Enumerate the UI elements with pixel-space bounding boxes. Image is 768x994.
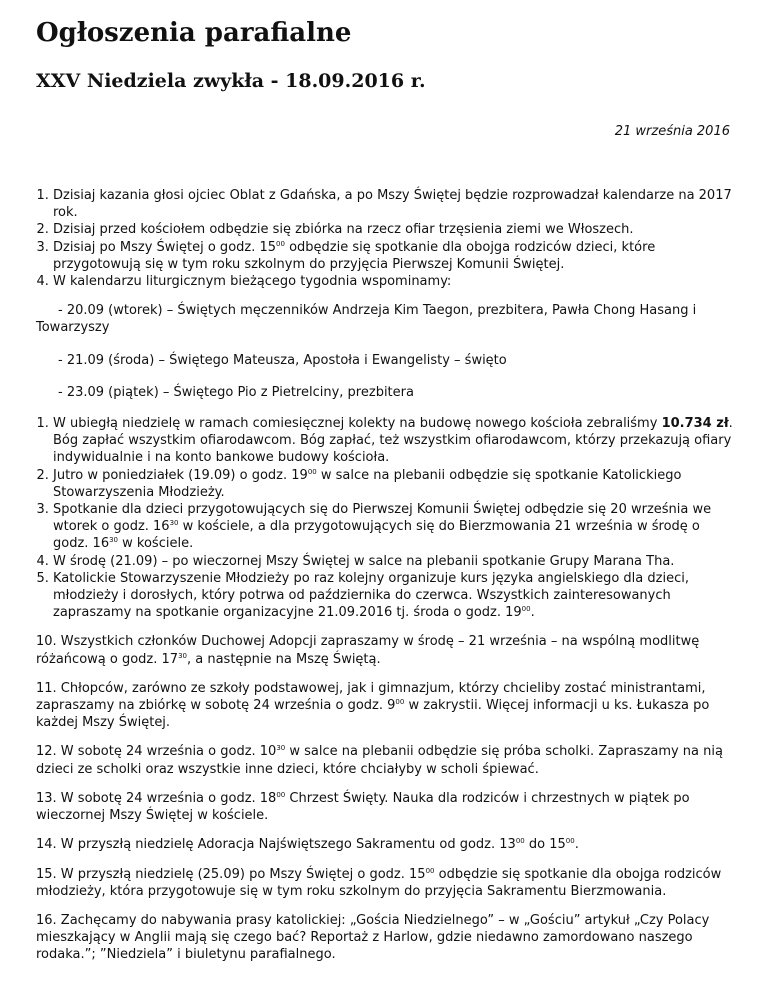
- announcement-list-2: [36, 415, 736, 621]
- list-item: 4. W środę (21.09) – po wieczornej Mszy Świętej w salce na plebanii spotkanie Grupy Marana Tha.: [53, 553, 736, 570]
- list-item: 2. Jutro w poniedziałek (19.09) o godz. $19^{00}$ w salce na plebanii odbędzie się spotkanie Katolickiego Stowarzyszenia Młodzieży.: [53, 467, 736, 501]
- list-item: 3. Spotkanie dla dzieci przygotowujących się do Pierwszej Komunii Świętej odbędzie się 20 września we wtorek o godz. $16^{30}$ w kościele, a dla przygotowujących się do Bierzmowania 21 września w środę o godz. $16^{30}$ w kościele.: [53, 501, 736, 553]
- list-item: 2. Dzisiaj przed kościołem odbędzie się zbiórka na rzecz ofiar trzęsienia ziemi we Włoszech.: [53, 221, 736, 238]
- liturgical-day: - 20.09 (wtorek) – Świętych męczenników Andrzeja Kim Taegon, prezbitera, Pawła Chong Hasang i Towarzyszy: [36, 303, 697, 336]
- page-title: Ogłoszenia parafialne: [36, 18, 352, 48]
- announcement-list-1: [36, 187, 736, 290]
- list-item: 5. Katolickie Stowarzyszenie Młodzieży po raz kolejny organizuje kurs języka angielskiego dla dzieci, młodzieży i dorosłych, który potrwa od października do czerwca. Wszystkich zainteresowanych zapraszamy na spotkanie organizacyjne 21.09.2016 tj. środa o godz. $19^{00}$.: [53, 570, 736, 622]
- announcement-paragraph: 13. W sobotę 24 września o godz. $18^{00}$ Chrzest Święty. Nauka dla rodziców i chrzestnych w piątek po wieczornej Mszy Świętej w kościele.: [36, 790, 690, 824]
- list-item: 4. W kalendarzu liturgicznym bieżącego tygodnia wspominamy:: [53, 273, 736, 290]
- publish-date: 21 września 2016: [614, 124, 730, 139]
- list-item: 1. W ubiegłą niedzielę w ramach comiesięcznej kolekty na budowę nowego kościoła zebraliśmy 10.734 zł. Bóg zapłać wszystkim ofiarodawcom. Bóg zapłać, też wszystkim ofiarodawcom, którzy przekazują ofiary indywidualnie i na konto bankowe budowy kościoła.: [53, 415, 736, 467]
- announcement-paragraph: 11. Chłopców, zarówno ze szkoły podstawowej, jak i gimnazjum, którzy chcieliby zostać ministrantami, zapraszamy na zbiórkę w sobotę 24 września o godz. $9^{00}$ w zakrystii. Więcej informacji u ks. Łukasza po każdej Mszy Świętej.: [36, 680, 710, 731]
- announcement-paragraph: 10. Wszystkich członków Duchowej Adopcji zapraszamy w środę – 21 września – na wspólną modlitwę różańcową o godz. $17^{30}$, a następnie na Mszę Świętą.: [36, 634, 700, 667]
- announcement-paragraph: 15. W przyszłą niedzielę (25.09) po Mszy Świętej o godz. $15^{00}$ odbędzie się spotkanie dla obojga rodziców młodzieży, która przygotowuje się w tym roku szkolnym do przyjęcia Sakramentu Bierzmowania.: [36, 866, 722, 899]
- list-item: 3. Dzisiaj po Mszy Świętej o godz. $15^{00}$ odbędzie się spotkanie dla obojga rodziców dzieci, które przygotowują się w tym roku szkolnym do przyjęcia Pierwszej Komunii Świętej.: [53, 239, 736, 273]
- announcement-paragraph: 14. W przyszłą niedzielę Adoracja Najświętszego Sakramentu od godz. $13^{00}$ do $15^{00}$.: [36, 837, 579, 853]
- liturgical-day: - 23.09 (piątek) – Świętego Pio z Pietrelciny, prezbitera: [58, 384, 414, 400]
- announcement-paragraph: 16. Zachęcamy do nabywania prasy katolickiej: „Gościa Niedzielnego” – w „Gościu” artykuł „Czy Polacy mieszkający w Anglii mają się czego bać? Reportaż z Harlow, gdzie niedawno zamordowano naszego rodaka.”; ”Niedziela” i biuletynu parafialnego.: [36, 912, 710, 963]
- collection-amount: 10.734 zł: [661, 416, 729, 432]
- announcements-body: [36, 187, 736, 964]
- announcement-paragraph: 12. W sobotę 24 września o godz. $10^{30}$ w salce na plebanii odbędzie się próba scholki. Zapraszamy na nią dzieci ze scholki oraz wszystkie inne dzieci, które chciałyby w scholi śpiewać.: [36, 744, 723, 777]
- list-item: 1. Dzisiaj kazania głosi ojciec Oblat z Gdańska, a po Mszy Świętej będzie rozprowadzał kalendarze na 2017 rok.: [53, 187, 736, 221]
- page-subtitle: XXV Niedziela zwykła - 18.09.2016 r.: [36, 70, 426, 92]
- liturgical-day: - 21.09 (środa) – Świętego Mateusza, Apostoła i Ewangelisty – święto: [58, 352, 507, 368]
